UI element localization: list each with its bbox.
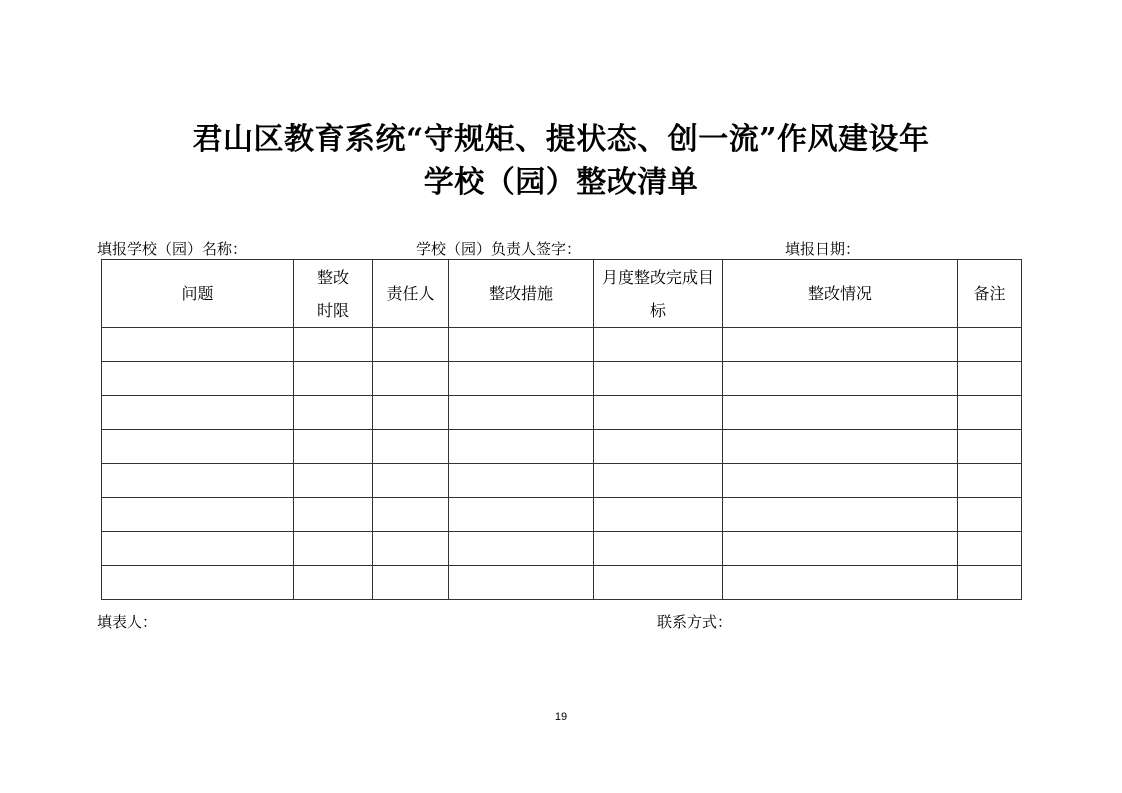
column-header-status: 整改情况: [723, 260, 958, 328]
table-cell[interactable]: [958, 464, 1022, 498]
table-row: [102, 532, 1022, 566]
table-row: [102, 430, 1022, 464]
table-cell[interactable]: [294, 498, 373, 532]
table-row: [102, 328, 1022, 362]
table-cell[interactable]: [958, 498, 1022, 532]
table-cell[interactable]: [102, 396, 294, 430]
table-cell[interactable]: [294, 328, 373, 362]
table-cell[interactable]: [294, 362, 373, 396]
table-cell[interactable]: [723, 532, 958, 566]
table-cell[interactable]: [373, 430, 449, 464]
column-header-measures: 整改措施: [449, 260, 594, 328]
table-cell[interactable]: [373, 566, 449, 600]
table-cell[interactable]: [373, 396, 449, 430]
table-cell[interactable]: [958, 532, 1022, 566]
table-cell[interactable]: [449, 430, 594, 464]
table-cell[interactable]: [102, 566, 294, 600]
table-cell[interactable]: [102, 498, 294, 532]
table-cell[interactable]: [449, 566, 594, 600]
table-header-row: [102, 260, 1022, 328]
column-header-problem: 问题: [102, 260, 294, 328]
table-cell[interactable]: [294, 566, 373, 600]
table-cell[interactable]: [594, 430, 723, 464]
table-cell[interactable]: [449, 464, 594, 498]
table-cell[interactable]: [958, 566, 1022, 600]
table-cell[interactable]: [294, 464, 373, 498]
table-row: [102, 464, 1022, 498]
table-cell[interactable]: [723, 396, 958, 430]
table-row: [102, 396, 1022, 430]
document-title-line-1: 君山区教育系统“守规矩、提状态、创一流”作风建设年: [192, 122, 930, 157]
table-cell[interactable]: [594, 464, 723, 498]
table-cell[interactable]: [102, 532, 294, 566]
table-cell[interactable]: [958, 430, 1022, 464]
table-cell[interactable]: [723, 362, 958, 396]
table-cell[interactable]: [594, 566, 723, 600]
table-cell[interactable]: [449, 328, 594, 362]
contact-label: 联系方式：: [657, 613, 733, 631]
column-header-responsible: 责任人: [373, 260, 449, 328]
table-cell[interactable]: [373, 464, 449, 498]
table-cell[interactable]: [723, 430, 958, 464]
column-header-deadline: 整改时限: [294, 260, 373, 328]
table-cell[interactable]: [449, 498, 594, 532]
table-cell[interactable]: [958, 396, 1022, 430]
table-cell[interactable]: [102, 362, 294, 396]
table-cell[interactable]: [723, 498, 958, 532]
table-cell[interactable]: [373, 362, 449, 396]
table-cell[interactable]: [294, 532, 373, 566]
table-cell[interactable]: [102, 430, 294, 464]
table-cell[interactable]: [102, 464, 294, 498]
document-title-line-2: 学校（园）整改清单: [423, 165, 699, 200]
table-row: [102, 498, 1022, 532]
table-cell[interactable]: [373, 328, 449, 362]
table-cell[interactable]: [373, 498, 449, 532]
table-cell[interactable]: [594, 498, 723, 532]
table-cell[interactable]: [958, 328, 1022, 362]
table-row: [102, 566, 1022, 600]
column-header-monthly-target: 月度整改完成目标: [594, 260, 723, 328]
table-cell[interactable]: [594, 396, 723, 430]
table-cell[interactable]: [723, 464, 958, 498]
table-cell[interactable]: [102, 328, 294, 362]
table-cell[interactable]: [723, 328, 958, 362]
table-cell[interactable]: [723, 566, 958, 600]
table-cell[interactable]: [449, 362, 594, 396]
column-header-remarks: 备注: [958, 260, 1022, 328]
table-cell[interactable]: [958, 362, 1022, 396]
fill-date-label: 填报日期：: [785, 240, 861, 258]
page-number: 19: [554, 711, 568, 723]
table-cell[interactable]: [373, 532, 449, 566]
table-cell[interactable]: [294, 396, 373, 430]
rectification-table: [101, 259, 1022, 600]
table-cell[interactable]: [594, 532, 723, 566]
table-cell[interactable]: [594, 328, 723, 362]
form-filler-label: 填表人：: [97, 613, 158, 631]
table-row: [102, 362, 1022, 396]
table-cell[interactable]: [294, 430, 373, 464]
table-cell[interactable]: [449, 532, 594, 566]
principal-signature-label: 学校（园）负责人签字：: [416, 240, 582, 258]
school-name-label: 填报学校（园）名称：: [97, 240, 248, 258]
table-cell[interactable]: [449, 396, 594, 430]
table-cell[interactable]: [594, 362, 723, 396]
